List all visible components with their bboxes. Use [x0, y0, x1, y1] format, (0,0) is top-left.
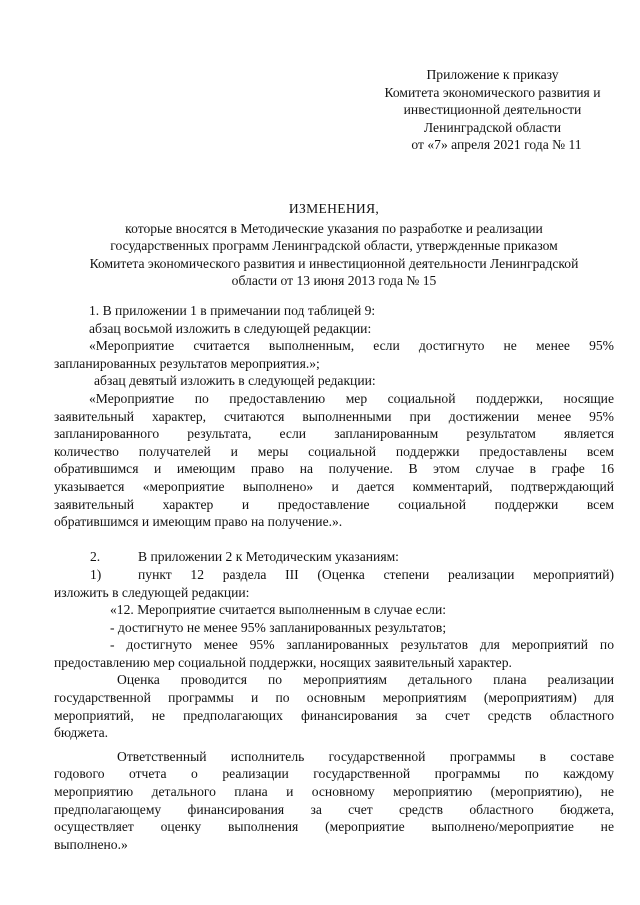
para-b-line: мероприятию детального плана и основному мероприятию (мероприятию), не: [54, 784, 614, 800]
appendix-header: [370, 66, 615, 154]
section1-p9-line: обратившимся и имеющим право на получение.».: [54, 514, 343, 530]
section1-p8-intro: абзац восьмой изложить в следующей редакции:: [89, 320, 372, 336]
para-a-line: государственной программы и по основным мероприятиям (мероприятиям) для: [54, 690, 614, 706]
section2-sub-first: [54, 566, 614, 584]
section1-p9-line: заявительный характер, считаются выполненными при достижении менее 95%: [54, 408, 614, 424]
section1-intro: 1. В приложении 1 в примечании под таблицей 9:: [89, 303, 376, 318]
title-line: области от 13 июня 2013 года № 15: [231, 273, 437, 289]
header-date-line: от «7» апреля 2021 года № 11: [411, 137, 582, 153]
header-line: инвестиционной деятельности: [403, 102, 582, 118]
para-b-line: выполнено.»: [54, 836, 128, 852]
header-line: Комитета экономического развития и: [384, 84, 601, 100]
title-line: которые вносятся в Методические указания по разработке и реализации: [125, 220, 543, 236]
section1-p9-line: указывается «мероприятие выполнено» и дается комментарий, подтверждающий: [54, 478, 614, 494]
para-a-line: мероприятий, не предполагающих финансирования за счет средств областного: [54, 707, 614, 723]
section1-p9-intro: абзац девятый изложить в следующей редакции:: [94, 373, 376, 389]
section2-intro-text: В приложении 2 к Методическим указаниям:: [138, 549, 399, 565]
section1-p9-line: запланированного результата, если запланированным результатом является: [54, 426, 614, 442]
section1-p8-line: «Мероприятие считается выполненным, если достигнуто не менее 95%: [89, 338, 614, 354]
section1-p9-line: заявительный характер и предоставление социальной поддержки всем: [54, 496, 614, 512]
section2-number: 2.: [90, 549, 101, 565]
document-title: [54, 200, 614, 290]
para-a-line: бюджета.: [54, 725, 109, 741]
section2-sub-number: 1): [90, 566, 102, 582]
para-b-line: предполагающему финансирования за счет средств областного бюджета,: [54, 801, 614, 817]
para-b-line: Ответственный исполнитель государственной программы в составе: [117, 748, 614, 764]
section1-p9-line: обратившимся и имеющим право на получение. В этом случае в графе 16: [54, 461, 614, 477]
paragraph-gap: [54, 531, 614, 549]
para-b-line: годового отчета о реализации государственной программы по каждому: [54, 766, 614, 782]
para-b-line: осуществляет оценку выполнения (мероприятие выполнено/мероприятие не: [54, 819, 614, 835]
section2-sub-text: пункт 12 раздела III (Оценка степени реализации мероприятий): [138, 566, 614, 582]
para-a-line: Оценка проводится по мероприятиям детального плана реализации: [117, 672, 614, 688]
title-line: государственных программ Ленинградской области, утвержденные приказом: [110, 238, 558, 254]
section1-p9-line: «Мероприятие по предоставлению мер социальной поддержки, носящие: [89, 390, 614, 406]
quote-line: «12. Мероприятие считается выполненным в случае если:: [110, 602, 447, 618]
section1-p9-line: количество получателей и меры социальной поддержки предоставлены всем: [54, 443, 614, 459]
document-body: [54, 302, 614, 853]
quote-line: - достигнуто не менее 95% запланированных результатов;: [110, 619, 447, 635]
title-line: Комитета экономического развития и инвестиционной деятельности Ленинградской: [89, 255, 579, 271]
header-line: Приложение к приказу: [426, 67, 559, 82]
quote-last-line: предоставлению мер социальной поддержки, носящих заявительный характер.: [54, 654, 512, 670]
section2-sub-second: изложить в следующей редакции:: [54, 584, 250, 600]
quote-line: - достигнуто менее 95% запланированных результатов для мероприятий по: [110, 637, 614, 653]
header-line: Ленинградской области: [423, 119, 562, 135]
section1-p8-line: запланированных результатов мероприятия.»;: [54, 355, 320, 371]
title-main: ИЗМЕНЕНИЯ,: [288, 201, 380, 216]
section2-intro: [54, 548, 614, 566]
